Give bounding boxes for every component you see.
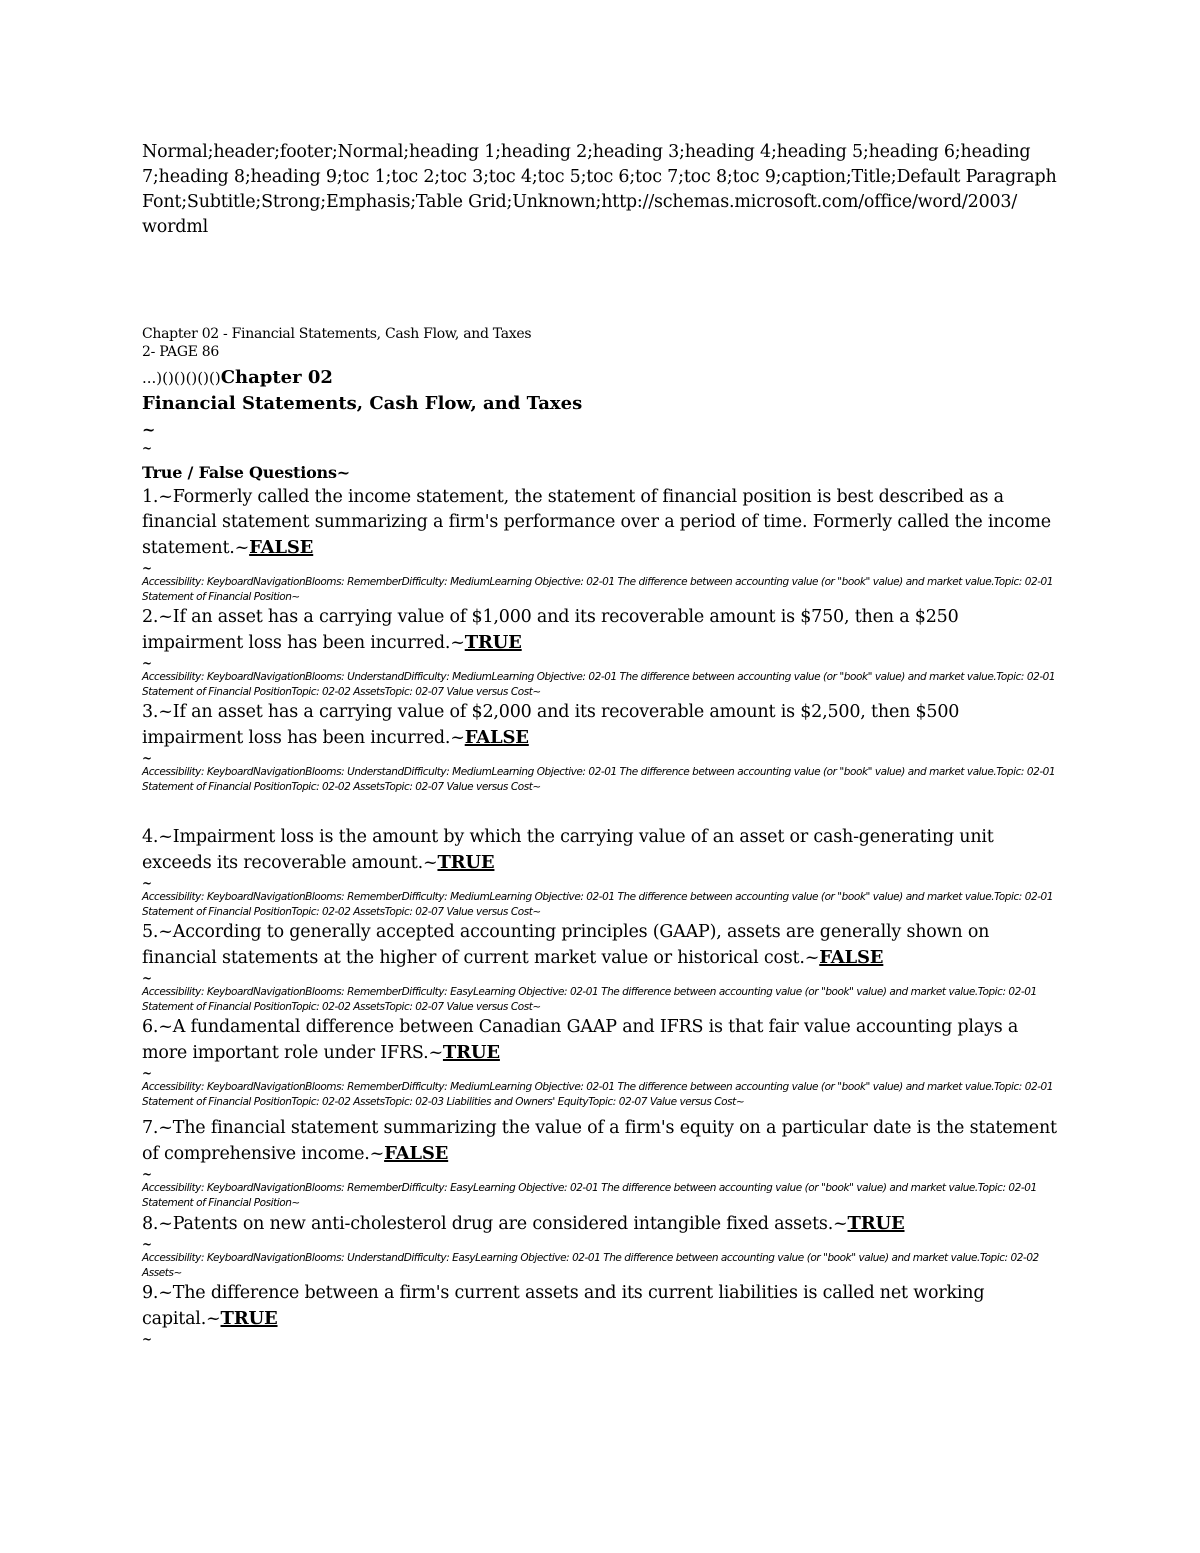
chapter-tilde: ~ [142, 420, 156, 439]
question-item [142, 1116, 1062, 1211]
tilde-marker: ~ [142, 876, 153, 890]
question-metadata: Accessibility: KeyboardNavigationBlooms: RememberDifficulty: EasyLearning Objective: 02-01 The difference between accounting value (or "book" value) and market value.Topic: 02-01 Statement of Financial Position~ [142, 1182, 1037, 1209]
question-metadata: Accessibility: KeyboardNavigationBlooms: UnderstandDifficulty: MediumLearning Objective: 02-01 The difference between accounting value (or "book" value) and market value.Topic: 02-01 Statement of Financial PositionTopic: 02-02 AssetsTopic: 02-07 Value versus Cost~ [142, 766, 1056, 793]
section-tilde: ~ [142, 441, 153, 455]
question-item [142, 1281, 1062, 1346]
question-metadata: Accessibility: KeyboardNavigationBlooms: UnderstandDifficulty: EasyLearning Objective: 02-01 The difference between accounting value (or "book" value) and market value.Topic: 02-02 Assets~ [142, 1252, 1039, 1279]
tilde-marker: ~ [142, 1066, 153, 1080]
question-metadata: Accessibility: KeyboardNavigationBlooms: RememberDifficulty: MediumLearning Objective: 02-01 The difference between accounting value (or "book" value) and market value.Topic: 02-01 Statement of Financial PositionTopic: 02-02 AssetsTopic: 02-07 Value versus Cost~ [142, 891, 1054, 918]
question-text: 9.~The difference between a firm's current assets and its current liabilities is called net working capital.~TRUE [142, 1283, 985, 1329]
tilde-marker: ~ [142, 1237, 153, 1251]
question-item [142, 700, 1062, 795]
chapter-number: Chapter 02 [220, 367, 333, 388]
tilde-marker: ~ [142, 751, 153, 765]
question-metadata: Accessibility: KeyboardNavigationBlooms: RememberDifficulty: EasyLearning Objective: 02-01 The difference between accounting value (or "book" value) and market value.Topic: 02-01 Statement of Financial PositionTopic: 02-02 AssetsTopic: 02-07 Value versus Cost~ [142, 986, 1037, 1013]
answer-label: TRUE [442, 1042, 500, 1063]
question-metadata: Accessibility: KeyboardNavigationBlooms: UnderstandDifficulty: MediumLearning Objective: 02-01 The difference between accounting value (or "book" value) and market value.Topic: 02-01 Statement of Financial PositionTopic: 02-02 AssetsTopic: 02-07 Value versus Cost~ [142, 671, 1056, 698]
paragraph-gap [142, 795, 1062, 825]
question-item [142, 1015, 1062, 1110]
chapter-subtitle: Financial Statements, Cash Flow, and Taxes [142, 393, 583, 414]
tilde-marker: ~ [142, 561, 153, 575]
tilde-marker: ~ [142, 656, 153, 670]
question-text: 5.~According to generally accepted accounting principles (GAAP), assets are generally shown on financial statements at the higher of current market value or historical cost.~FALSE [142, 922, 990, 968]
question-text: 4.~Impairment loss is the amount by which the carrying value of an asset or cash-generating unit exceeds its recoverable amount.~TRUE [142, 827, 994, 873]
question-text: 1.~Formerly called the income statement, the statement of financial position is best described as a financial statement summarizing a firm's performance over a period of time. Formerly called the income statement.~FALSE [142, 487, 1051, 558]
answer-label: FALSE [819, 947, 884, 968]
chapter-heading [142, 365, 1062, 391]
question-text: 6.~A fundamental difference between Canadian GAAP and IFRS is that fair value accounting plays a more important role under IFRS.~TRUE [142, 1017, 1019, 1063]
question-text: 2.~If an asset has a carrying value of $1,000 and its recoverable amount is $750, then a $250 impairment loss has been incurred.~TRUE [142, 607, 959, 653]
running-header-title: Chapter 02 - Financial Statements, Cash Flow, and Taxes [142, 326, 532, 342]
style-list-text: Normal;header;footer;Normal;heading 1;heading 2;heading 3;heading 4;heading 5;heading 6;heading 7;heading 8;heading 9;toc 1;toc 2;toc 3;toc 4;toc 5;toc 6;toc 7;toc 8;toc 9;caption;Title;Default Paragraph Font;Subtitle;Strong;Emphasis;Table Grid;Unknown;http://schemas.microsoft.com/office/word/2003/ wordml [142, 142, 1057, 237]
question-item [142, 1211, 1062, 1281]
question-text: 7.~The financial statement summarizing the value of a firm's equity on a particular date is the statement of comprehensive income.~FALSE [142, 1118, 1057, 1164]
question-item [142, 605, 1062, 700]
tilde-marker: ~ [142, 1167, 153, 1181]
question-metadata: Accessibility: KeyboardNavigationBlooms: RememberDifficulty: MediumLearning Objective: 02-01 The difference between accounting value (or "book" value) and market value.Topic: 02-01 Statement of Financial PositionTopic: 02-02 AssetsTopic: 02-03 Liabilities and Owners' EquityTopic: 02-07 Value versus Cost~ [142, 1081, 1054, 1108]
question-text: 3.~If an asset has a carrying value of $2,000 and its recoverable amount is $2,500, then $500 impairment loss has been incurred.~FALSE [142, 702, 960, 748]
answer-label: FALSE [384, 1143, 449, 1164]
question-item [142, 825, 1062, 920]
answer-label: TRUE [464, 632, 522, 653]
running-header-page: 2- PAGE 86 [142, 344, 220, 360]
question-item [142, 920, 1062, 1015]
answer-label: TRUE [847, 1213, 905, 1234]
section-title: True / False Questions~ [142, 463, 351, 482]
answer-label: TRUE [220, 1308, 278, 1329]
question-metadata: Accessibility: KeyboardNavigationBlooms: RememberDifficulty: MediumLearning Objective: 02-01 The difference between accounting value (or "book" value) and market value.Topic: 02-01 Statement of Financial Position~ [142, 576, 1054, 603]
question-item [142, 485, 1062, 605]
tilde-marker: ~ [142, 1332, 153, 1346]
question-text: 8.~Patents on new anti-cholesterol drug are considered intangible fixed assets.~TRUE [142, 1213, 905, 1234]
answer-label: FALSE [249, 537, 314, 558]
answer-label: TRUE [437, 852, 495, 873]
chapter-glyphs: ...)()()()()() [142, 369, 221, 387]
document-page [142, 140, 1062, 1346]
answer-label: FALSE [464, 727, 529, 748]
tilde-marker: ~ [142, 971, 153, 985]
